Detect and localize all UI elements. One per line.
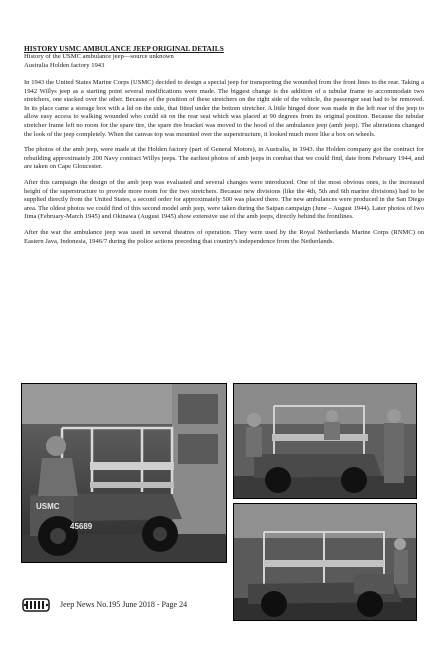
paragraph-1: In 1943 the United States Marine Corps (USMC) decided to design a special jeep for transporting the wounded from the front lines to the rear. Taking a 1942 Willys jeep as a starting point several modifications were made. The biggest change is the addition of a tubular frame to accommodate two stretchers, one stacked over the other. Because of the position of these stretchers on the right side of the vehicle, the passenger seat had to be removed. In its place came a storage box with a lid on the side, that fitted under the bottom stretcher. A little hinged door was made in the left rear of the jeep to allow easy access to walking wounded who could sit on the rear seat which was placed at 90 degrees from its original position. Because the tubular stretcher frame left no room for the spare tire, the spare tire bracket was moved to the hood of the ambulance jeep (amb jeep). The alterations changed the look of the jeep completely. When the canvas top was mounted over the superstructure, it looked much more like a box on wheels. — [24, 79, 424, 138]
article-location: Australia Holden factory 1943 — [24, 61, 105, 69]
article-source: History of the USMC ambulance jeep—source unknown — [24, 53, 174, 60]
page-footer — [22, 593, 252, 617]
paragraph-3: After this campaign the design of the amb jeep was evaluated and several changes were introduced. One of the most obvious ones, is the increased height of the superstructure to provide more room for the two stretchers. Because new divisions (like the 4th, 5th and 6th marine divisions) had to be supplied directly from the United States, a second order for approximately 500 was placed there. The new ambulances were produced in the San Diego area. The oldest photos we could find of this second model amb jeep, were taken during the Saipan campaign (June – August 1944). Later photos of Iwo Jima (February-March 1945) and Okinawa (August 1945) show extensive use of the amb jeeps, directly behind the frontlines. — [24, 178, 424, 221]
hood-serial-number: 45689 — [70, 522, 93, 531]
hood-marking-usmc: USMC — [36, 502, 60, 511]
photo-ambulance-jeep-side — [21, 383, 227, 563]
footer-issue-page: Jeep News No.195 June 2018 - Page 24 — [60, 600, 188, 609]
photo-ambulance-jeep-crew — [233, 383, 417, 499]
article-title: HISTORY USMC AMBULANCE JEEP ORIGINAL DETAILS — [24, 44, 224, 53]
paragraph-4: After the war the ambulance jeep was used in several theatres of operation. They were used by the Royal Netherlands Marine Corps (RNMC) on Eastern Java, Indonesia, 1946/7 during the police actions preceding that country's independence from the Netherlands. — [24, 228, 424, 245]
paragraph-2: The photos of the amb jeep, were made at the Holden factory (part of General Motors), in Australia, in 1943. the Holden company got the contract for rebuilding approximately 200 Navy contract Willys jeeps. The earliest photos of amb jeeps in combat that we could find, date from February 1944, and are taken on Cape Gloucester. — [24, 146, 424, 171]
article — [24, 44, 424, 246]
jeep-grille-icon — [22, 597, 50, 613]
photo-ambulance-jeep-rear — [233, 503, 417, 621]
